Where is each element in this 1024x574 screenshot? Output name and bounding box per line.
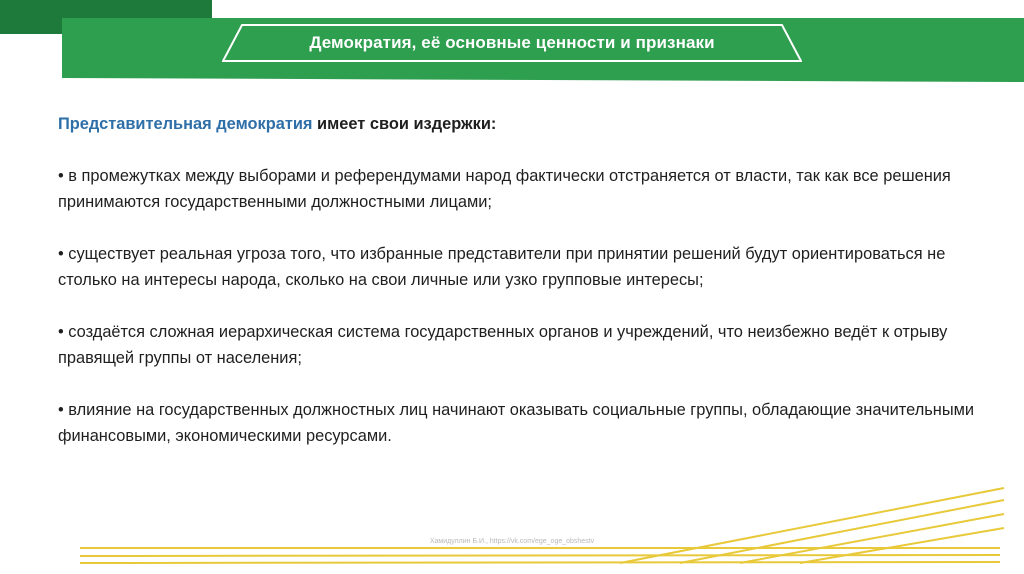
title-banner (222, 24, 802, 62)
bottom-gold-lines (80, 488, 1004, 563)
page-title: Демократия, её основные ценности и признаки (309, 33, 715, 52)
lead-accent-text: Представительная демократия (58, 115, 313, 133)
spacer (58, 137, 978, 163)
bullet-item: • влияние на государственных должностных лиц начинают оказывать социальные группы, обладающие значительными финансовыми, экономическими ресурсами. (58, 401, 975, 445)
bullet-item: • в промежутках между выборами и референдумами народ фактически отстраняется от власти, так как все решения принимаются государственными должностными лицами; (58, 167, 951, 211)
lead-rest-text: имеет свои издержки: (312, 115, 497, 133)
bullet-item: • существует реальная угроза того, что избранные представители при принятии решений будут ориентироваться не столько на интересы народа, сколько на свои личные или узко групповые интересы; (58, 245, 946, 289)
slide-body (58, 111, 978, 449)
lead-paragraph (58, 111, 978, 137)
spacer (58, 371, 978, 397)
spacer (58, 215, 978, 241)
bullet-item: • создаётся сложная иерархическая система государственных органов и учреждений, что неизбежно ведёт к отрыву правящей группы от населения; (58, 323, 948, 367)
footer-credit: Хамидуллин Б.И., https://vk.com/ege_oge_obshestv (429, 538, 595, 545)
spacer (58, 293, 978, 319)
